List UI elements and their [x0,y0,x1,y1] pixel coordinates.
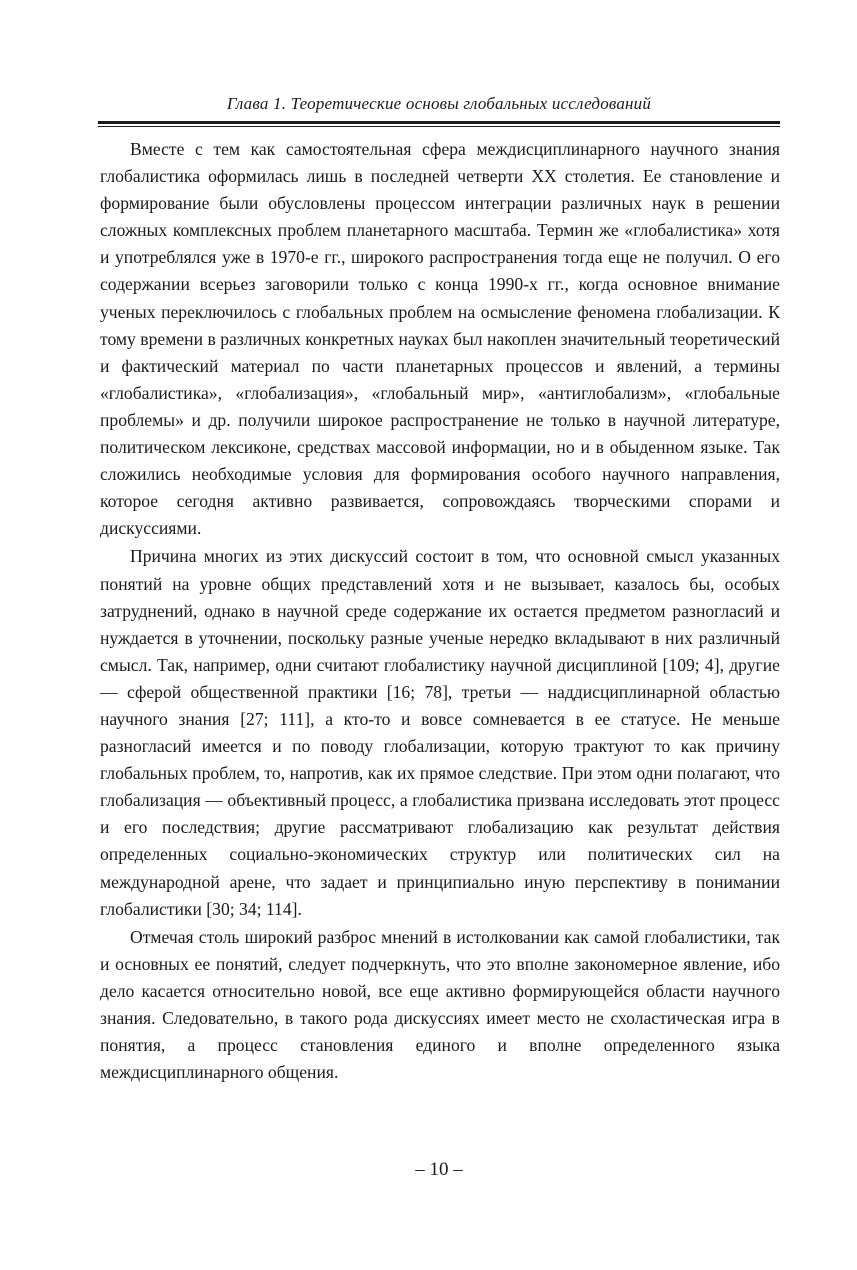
body-text [100,136,780,1086]
paragraph-1: Вместе с тем как самостоятельная сфера междисциплинарного научного знания глобалистика оформилась лишь в последней четверти ХХ столетия. Ее становление и формирование были обусловлены процессом интеграции различных наук в решении сложных комплексных проблем планетарного масштаба. Термин же «глобалистика» хотя и употреблялся уже в 1970-е гг., широкого распространения тогда еще не получил. О его содержании всерьез заговорили только с конца 1990-х гг., когда основное внимание ученых переключилось с глобальных проблем на осмысление феномена глобализации. К тому времени в различных конкретных науках был накоплен значительный теоретический и фактический материал по части планетарных процессов и явлений, а термины «глобалистика», «глобализация», «глобальный мир», «антиглобализм», «глобальные проблемы» и др. получили широкое распространение не только в научной литературе, политическом лексиконе, средствах массовой информации, но и в обыденном языке. Так сложились необходимые условия для формирования особого научного направления, которое сегодня активно развивается, сопровождаясь творческими спорами и дискуссиями. [100,139,780,539]
paragraph-3: Отмечая столь широкий разброс мнений в истолковании как самой глобалистики, так и основных ее понятий, следует подчеркнуть, что это вполне закономерное явление, ибо дело касается относительно новой, все еще активно формирующейся области научного знания. Следовательно, в такого рода дискуссиях имеет место не схоластическая игра в понятия, а процесс становления единого и вполне определенного языка междисциплинарного общения. [100,926,780,1083]
header-rule-thick [98,121,780,124]
running-head-title: Глава 1. Теоретические основы глобальных исследований [226,94,652,113]
paragraph-2: Причина многих из этих дискуссий состоит в том, что основной смысл указанных понятий на уровне общих представлений хотя и не вызывает, казалось бы, особых затруднений, однако в научной среде содержание их остается предметом разногласий и нуждается в уточнении, поскольку разные ученые нередко вкладывают в них различный смысл. Так, например, одни считают глобалистику научной дисциплиной [109; 4], другие — сферой общественной практики [16; 78], третьи — наддисциплинарной областью научного знания [27; 111], а кто-то и вовсе сомневается в ее статусе. Не меньше разногласий имеется и по поводу глобализации, которую трактуют то как причину глобальных проблем, то, напротив, как их прямое следствие. При этом одни полагают, что глобализация — объективный процесс, а глобалистика призвана исследовать этот процесс и его последствия; другие рассматривают глобализацию как результат действия определенных социально-экономических структур или политических сил на международной арене, что задает и принципиально иную перспективу в понимании глобалистики [30; 34; 114]. [100,546,780,919]
page-number: – 10 – [415,1159,463,1180]
header-rule-thin [98,126,780,127]
